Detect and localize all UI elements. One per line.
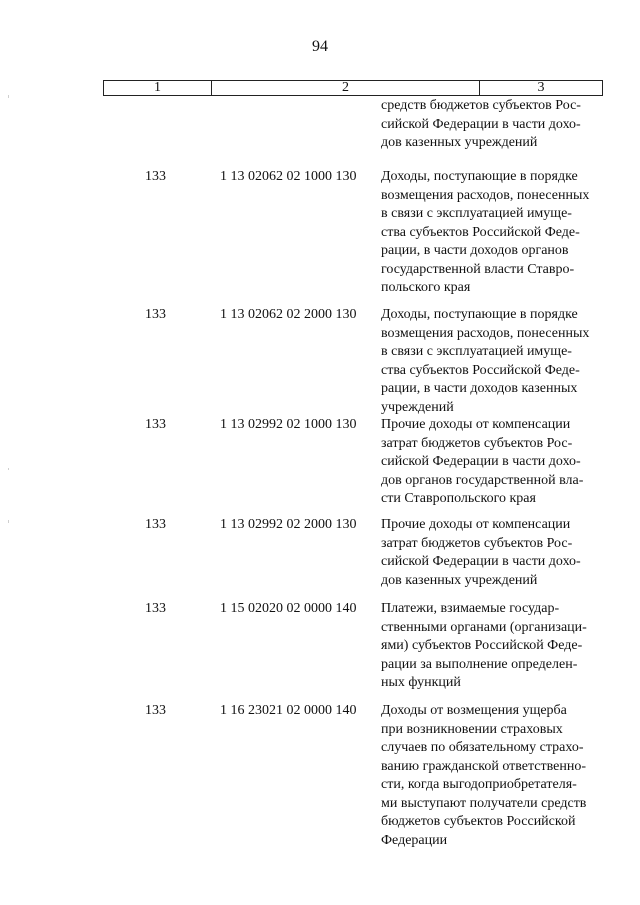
admin-code: 133 [145,703,166,718]
budget-classification-code: 1 16 23021 02 0000 140 [220,703,357,718]
description-line: сийской Федерации в части дохо- [381,116,581,132]
description-line: бюджетов субъектов Российской [381,814,576,829]
budget-classification-code: 1 13 02992 02 2000 130 [220,517,357,532]
description-line: в связи с эксплуатацией имуще- [381,206,572,221]
description-line: ями) субъектов Российской Феде- [381,638,583,653]
description-line: Доходы от возмещения ущерба [381,703,567,718]
admin-code: 133 [145,601,166,616]
description-line: ства субъектов Российской Феде- [381,362,580,378]
admin-code: 133 [145,517,166,532]
description-line: ванию гражданской ответственно- [381,758,587,774]
description-line: дов казенных учреждений [381,572,538,588]
description-line: Федерации [381,832,448,848]
header-cell-2: 2 [212,81,480,95]
description-line: польского края [381,280,471,295]
scan-artifact [8,468,9,470]
description-line: при возникновении страховых [381,721,563,737]
row-description [381,702,606,850]
description-line: Доходы, поступающие в порядке [381,307,578,322]
description-line: затрат бюджетов субъектов Рос- [381,535,573,551]
budget-classification-code: 1 13 02062 02 1000 130 [220,169,357,184]
scan-artifact [8,95,9,98]
budget-classification-code: 1 13 02062 02 2000 130 [220,307,357,322]
description-line: затрат бюджетов субъектов Рос- [381,435,573,451]
header-cell-3: 3 [537,80,545,95]
row-description [381,97,606,153]
description-line: ства субъектов Российской Феде- [381,224,580,240]
header-cell-1: 1 [104,81,212,95]
row-description [381,306,606,417]
description-line: сти, когда выгодоприобретателя- [381,777,577,792]
page-number: 94 [312,38,328,55]
table-header [103,80,603,96]
description-line: ных функций [381,675,461,690]
description-line: учреждений [381,399,454,415]
admin-code: 133 [145,169,166,184]
budget-classification-code: 1 13 02992 02 1000 130 [220,417,357,432]
budget-classification-code: 1 15 02020 02 0000 140 [220,601,357,616]
description-line: рации, в части доходов казенных [381,381,578,396]
scan-artifact [8,520,9,523]
description-line: государственной власти Ставро- [381,261,575,277]
description-line: сийской Федерации в части дохо- [381,554,581,569]
row-description [381,600,606,693]
description-line: в связи с эксплуатацией имуще- [381,344,572,359]
description-line: рации, в части доходов органов [381,243,569,258]
description-line: возмещения расходов, понесенных [381,325,590,341]
row-description [381,416,606,509]
description-line: дов органов государственной вла- [381,472,584,488]
admin-code: 133 [145,307,166,322]
admin-code: 133 [145,417,166,432]
description-line: рации за выполнение определен- [381,656,578,672]
description-line: сти Ставропольского края [381,491,536,506]
row-description [381,168,606,298]
description-line: средств бюджетов субъектов Рос- [381,98,581,113]
description-line: Доходы, поступающие в порядке [381,169,578,184]
description-line: возмещения расходов, понесенных [381,187,590,203]
description-line: дов казенных учреждений [381,135,538,150]
description-line: ми выступают получатели средств [381,795,587,811]
description-line: Платежи, взимаемые государ- [381,601,560,616]
description-line: Прочие доходы от компенсации [381,417,571,432]
description-line: случаев по обязательному страхо- [381,740,584,755]
row-description [381,516,606,590]
description-line: ственными органами (организаци- [381,619,587,635]
description-line: Прочие доходы от компенсации [381,517,571,532]
description-line: сийской Федерации в части дохо- [381,454,581,469]
